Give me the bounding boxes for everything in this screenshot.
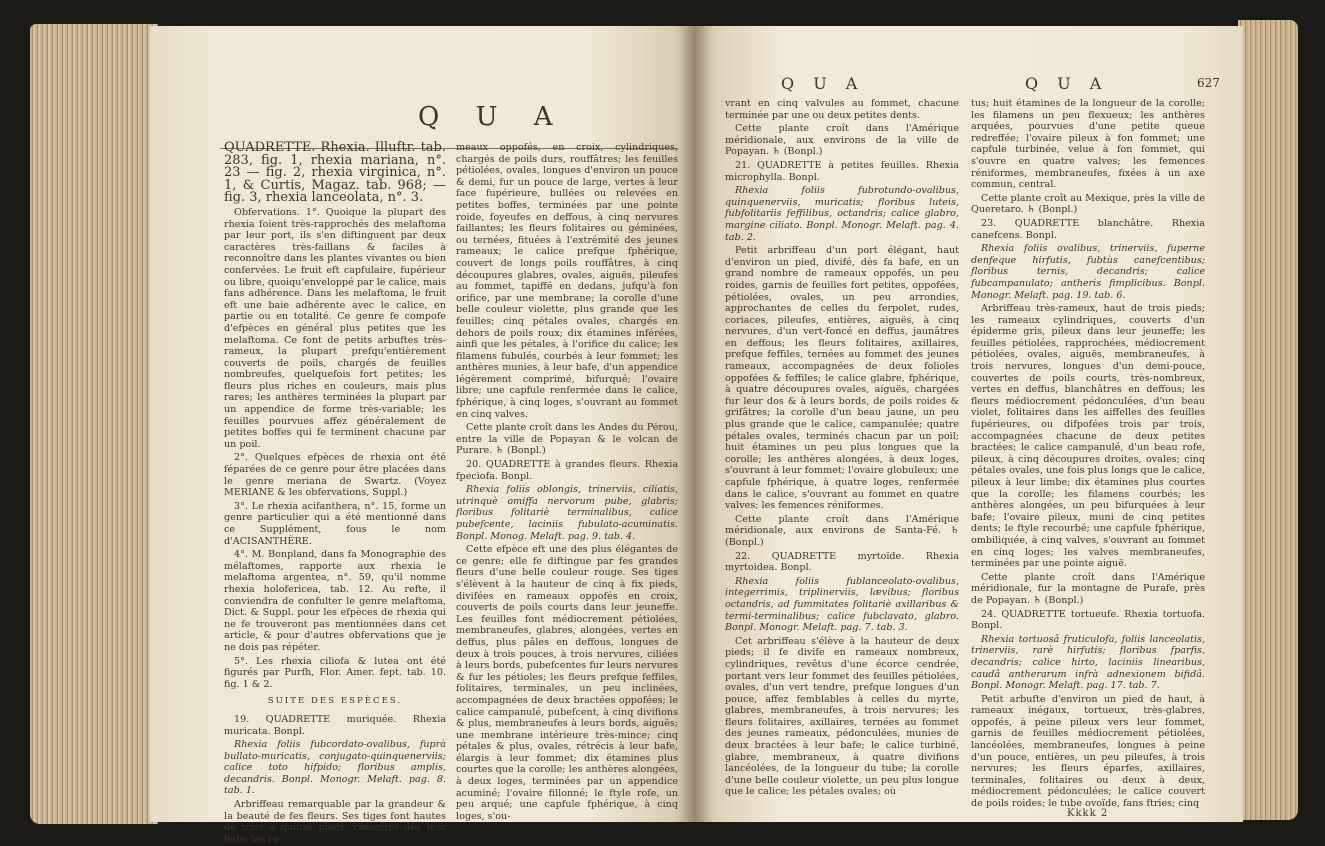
species-diagnosis: Rhexia foliis oblongis, trinerviis, ciliatis, utrinquè omiffa nervorum pube, glabris; floribus folitariè terminalibus, calice pubefcente, laciniis fubulato-acuminatis. Bonpl. Monog. Melaft. pag. 9. tab. 4.	[456, 484, 678, 542]
species-heading: 24. QUADRETTE tortueufe. Rhexia tortuofa. Bonpl.	[971, 608, 1205, 632]
paragraph: meaux oppofés, en croix, cylindriques, chargés de poils durs, rouffâtres; les feuilles pétiolées, ovales, longues d'environ un pouce & demi, fur un pouce de large, vertes à leur face fupérieure, bullées ou relevées en petites boffes, terminées par une pointe roide, foyeufes en deffous, à cinq nervures faillantes; les fleurs folitaires ou géminées, ou ternées, fituées à l'extrémité des jeunes rameaux; le calice prefque fphérique, couvert de longs poils rouffâtres, à cinq découpures glabres, ovales, aiguës, pileufes au fommet, tapiffé en dedans, jufqu'à fon orifice, par une membrane; la corolle d'une belle couleur violette, plus grande que les feuilles; cinq pétales ovales, chargés en dehors de poils roux; dix étamines inférées, ainfi que les pétales, à l'orifice du calice; les filamens fubulés, courbés à leur fommet; les anthères munies, à leur bafe, d'un appendice légèrement comprimé, bifurqué; l'ovaire libre; une capfule renfermée dans le calice, fphérique, à cinq loges, s'ouvrant au fommet en cinq valves.	[456, 142, 678, 420]
running-head-left: Q U A	[781, 74, 865, 93]
paragraph: Petit arbufte d'environ un pied de haut, à rameaux inégaux, tortueux, très-glabres, oppofés, à peine pileux vers leur fommet, garnis de feuilles médiocrement pétiolées, lancéolées, membraneufes, longues à peine d'un pouce, entières, un peu pileufes, à trois nervures; les fleurs éparfes, axillaires, terminales, folitaires ou deux à deux, médiocrement pédonculées; le calice couvert de poils roides; le tube ovoïde, fans ftries; cinq	[971, 693, 1205, 810]
paragraph: Cette plante croît dans l'Amérique méridionale, aux environs de la ville de Popayan. ♄ (Bonpl.)	[725, 123, 959, 158]
paragraph: 3°. Le rhexia acifanthera, n°. 15, forme un genre particulier qui a été mentionné dans ce Supplément, fous le nom d'ACISANTHÈRE.	[224, 500, 446, 547]
species-diagnosis: Rhexia foliis fublanceolato-ovalibus, integerrimis, triplinerviis, lævibus; floribus octandris, ad fummitates folitariè axillaribus & termi-terminalibus; calice fubclavato, glabro. Bonpl. Monogr. Melaft. pag. 7. tab. 3.	[725, 575, 959, 634]
right-page-edges	[1238, 20, 1298, 820]
paragraph: Cette plante croît dans les Andes du Pérou, entre la ville de Popayan & le volcan de Purare. ♄ (Bonpl.)	[456, 422, 678, 457]
species-diagnosis: Rhexia foliis fubrotundo-ovalibus, quinquenerviis, muricatis; floribus luteis, fubfolitariis feffilibus, octandris; calice glabro, margine ciliato. Bonpl. Monogr. Melaft. pag. 4. tab. 2.	[725, 185, 959, 243]
paragraph: Cette efpèce eft une des plus élégantes de ce genre; elle fe diftingue par fes grandes fleurs d'une belle couleur rouge. Ses tiges s'élèvent à la hauteur de cinq à fix pieds, divifées en rameaux oppofés en croix, couverts de poils courts dans leur jeuneffe. Les feuilles font médiocrement pétiolées, membraneufes, glabres, alongées, vertes en deffus, plus pâles en deffous, longues de deux à trois pouces, à trois nervures, ciliées à leurs bords, pubefcentes fur leurs nervures & fur les pétioles; les fleurs prefque feffiles, folitaires, terminales, un peu inclinées, accompagnées de deux bractées oppofées; le calice campanulé, pubefcent, à cinq divifions & plus, membraneufes à leurs bords, aiguës; une membrane intérieure très-mince; cinq pétales & plus, ovales, rétrécis à leur bafe, élargis à leur fommet; dix étamines plus courtes que la corolle; les anthères alongées, à deux loges, terminées par un appendice acuminé; l'ovaire fillonné; le ftyle rofe, un peu arqué; une capfule fphérique, à cinq loges, s'ou-	[456, 544, 678, 822]
left-column-2	[456, 142, 678, 822]
species-diagnosis: Rhexia foliis ovalibus, trinerviis, fuperne denfeque hirfutis, fubtùs canefcentibus; floribus ternis, decandris; calice fubcampanulato; antheris fimplicibus. Bonpl. Monogr. Melaft. pag. 19. tab. 6.	[971, 243, 1205, 301]
running-head-right: Q U A	[1025, 74, 1109, 93]
paragraph: 4°. M. Bonpland, dans fa Monographie des mélaftomes, rapporte aux rhexia le melaftoma argentea, n°. 59, qu'il nomme rhexia holofericea, tab. 12. Au refte, il conviendra de confulter le genre melaftoma, Dict. & Suppl. pour les efpèces de rhexia qui ne fe trouveront pas mentionnées dans cet article, & pour d'autres obfervations que je ne dois pas répéter.	[224, 549, 446, 653]
paragraph: tus; huit étamines de la longueur de la corolle; les filamens un peu flexueux; les anthères arquées, pourvues d'une petite queue redreffée; l'ovaire pileux à fon fommet; une capfule turbinée, velue à fon fommet, qui s'ouvre en quatre valves; les femences réniformes, membraneufes, fixées à un axe commun, central.	[971, 98, 1205, 191]
paragraph: Obfervations. 1°. Quoique la plupart des rhexia foient très-rapprochés des melaftoma par leur port, ils s'en diftinguent par deux caractères très-faillans & faciles à reconnoître dans les plantes vivantes ou bien confervées. Le fruit eft capfulaire, fupérieur ou libre, quoiqu'enveloppé par le calice, mais fans adhérence. Dans les melaftoma, le fruit eft une baie adhérente avec le calice, en partie ou en totalité. Ce genre fe compofe d'efpèces en général plus petites que les melaftoma. Ce font de petits arbuftes très-rameux, la plupart prefqu'entièrement couverts de poils, chargés de feuilles nombreufes, quelquefois fort petites; les fleurs plus riches en couleurs, mais plus rares; les anthères terminées la plupart par un appendice de forme très-variable; les feuilles pourvues affez généralement de petites boffes qui fe terminent chacune par un poil.	[224, 206, 446, 450]
book-gutter	[680, 26, 710, 822]
paragraph: vrant en cinq valvules au fommet, chacune terminée par une ou deux petites dents.	[725, 98, 959, 121]
paragraph: Arbriffeau très-rameux, haut de trois pieds; les rameaux cylindriques, couverts d'un épiderme gris, pileux dans leur jeuneffe; les feuilles pétiolées, rapprochées, médiocrement pétiolées, ovales, aiguës, membraneufes, à trois nervures, longues d'un demi-pouce, couvertes de poils courts, très-nombreux, vertes en deffus, blanchâtres en deffous; les fleurs médiocrement pédonculées, d'un beau violet, folitaires dans les aiffelles des feuilles fupérieures, ou difpofées trois par trois, accompagnées chacune de deux petites bractées; le calice campanulé, d'un beau rofe, pileux, à cinq découpures droites, ovales; cinq pétales ovales, une fois plus longs que le calice, pileux à leur limbe; dix étamines plus courtes que la corolle; les filamens courbés; les anthères alongées, un peu bifurquées à leur bafe; l'ovaire pileux, muni de cinq petites dents; le ftyle recourbé; une capfule fphérique, ombiliquée, à cinq valves, s'ouvrant au fommet en cinq loges; les valves membraneufes, terminées par une pointe aiguë.	[971, 303, 1205, 570]
paragraph: 2°. Quelques efpèces de rhexia ont été féparées de ce genre pour être placées dans le genre meriana de Swartz. (Voyez MERIANE & les obfervations, Suppl.)	[224, 452, 446, 499]
paragraph: 5°. Les rhexia ciliofa & lutea ont été figurés par Purfh, Flor. Amer. fept. tab. 10. fig. 1 & 2.	[224, 655, 446, 690]
species-diagnosis: Rhexia tortuosâ fruticulofa, foliis lanceolatis, trinerviis, rarè hirfutis; floribus fparfis, decandris; calice hirto, laciniis linearibus, caudâ antherarum infrà adnexionem bifidâ. Bonpl. Monogr. Melaft. pag. 17. tab. 7.	[971, 633, 1205, 692]
paragraph: Cet arbriffeau s'élève à la hauteur de deux pieds; il fe divife en rameaux nombreux, cylindriques, revêtus d'une écorce cendrée, portant vers leur fommet des feuilles pétiolées, ovales, d'un vert tendre, prefque longues d'un pouce, affez femblables à celles du myrte, glabres, membraneufes, à trois nervures; les fleurs folitaires, axillaires, ternées au fommet des jeunes rameaux, pédonculées, munies de deux bractées à leur bafe; le calice turbiné, glabre, membraneux, à quatre divifions lancéolées, de la longueur du tube; la corolle d'une belle couleur violette, un peu plus longue que le calice; les pétales ovales; où	[725, 635, 959, 798]
entry-header: QUADRETTE. Rhexia. Illuftr. tab. 283, fig. 1, rhexia mariana, n°. 23 — fig. 2, rhexia virginica, n°. 1, & Curtis, Magaz. tab. 968; — fig. 3, rhexia lanceolata, n°. 3.	[224, 140, 446, 206]
paragraph: Cette plante croît dans l'Amérique méridionale, fur la montagne de Purafe, près de Popayan. ♄ (Bonpl.)	[971, 571, 1205, 606]
page-title: Q U A	[418, 102, 567, 132]
species-heading: 22. QUADRETTE myrtoïde. Rhexia myrtoidea. Bonpl.	[725, 550, 959, 574]
left-page	[150, 26, 695, 845]
left-column-1	[224, 140, 446, 845]
right-page	[695, 26, 1243, 822]
paragraph: Cette plante croît dans l'Amérique méridionale, aux environs de Santa-Fé. ♄ (Bonpl.)	[725, 513, 959, 548]
species-heading: 21. QUADRETTE à petites feuilles. Rhexia microphylla. Bonpl.	[725, 159, 959, 183]
printer-signature: Kkkk 2	[1067, 808, 1109, 819]
right-column-1	[725, 98, 959, 818]
left-page-edges	[30, 24, 158, 824]
paragraph: Arbriffeau remarquable par la grandeur & la beauté de fes fleurs. Ses tiges font hautes de trois à quinze pieds, rameufes dès leur bafe; les ra-	[224, 799, 446, 845]
species-heading: 19. QUADRETTE muriquée. Rhexia muricata. Bonpl.	[224, 713, 446, 737]
species-diagnosis: Rhexia foliis fubcordato-ovalibus, fuprà bullato-muricatis, conjugato-quinquenerviis; calice toto hifpido; floribus amplis, decandris. Bonpl. Monogr. Melaft. pag. 8. tab. 1.	[224, 739, 446, 797]
paragraph: Cette plante croît au Mexique, près la ville de Queretaro. ♄ (Bonpl.)	[971, 192, 1205, 216]
species-heading: 20. QUADRETTE à grandes fleurs. Rhexia fpeciofa. Bonpl.	[456, 459, 678, 482]
page-number: 627	[1197, 76, 1220, 90]
paragraph: Petit arbriffeau d'un port élégant, haut d'environ un pied, divifé, dès fa bafe, en un grand nombre de rameaux oppofés, un peu roides, garnis de feuilles fort petites, oppofées, pétiolées, ovales, un peu arrondies, approchantes de celles du ferpolet, rudes, coriaces, pileufes, entières, aiguës, à cinq nervures, d'un vert-foncé en deffus, jaunâtres en deffous; les fleurs folitaires, axillaires, prefque feffiles, ternées au fommet des jeunes rameaux, accompagnées de deux folioles oppofées & feffiles; le calice glabre, fphérique, à quatre découpures ovales, aiguës, chargées fur leur dos & à leurs bords, de poils roides & grifâtres; la corolle d'un beau jaune, un peu plus grande que le calice, campanulée; quatre pétales ovales, terminés chacun par un poil; huit étamines un peu plus longues que la corolle; les anthères alongées, à deux loges, s'ouvrant à leur fommet; l'ovaire globuleux; une capfule fphérique, à quatre loges, renfermée dans le calice, s'ouvrant au fommet en quatre valves; les femences réniformes.	[725, 245, 959, 512]
section-heading: SUITE DES ESPÈCES.	[267, 696, 403, 707]
right-column-2	[971, 98, 1205, 810]
species-heading: 23. QUADRETTE blanchâtre. Rhexia canefcens. Bonpl.	[971, 217, 1205, 241]
